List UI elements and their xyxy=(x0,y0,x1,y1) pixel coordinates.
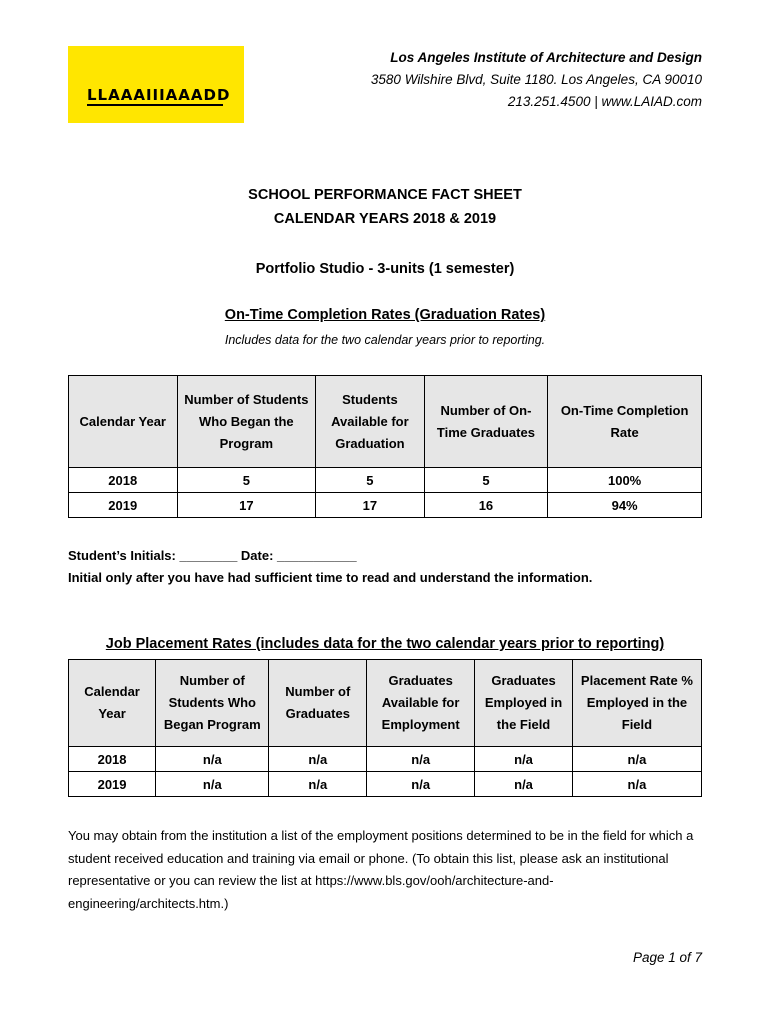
column-header: Students Available for Graduation xyxy=(316,376,425,468)
completion-subheading: Includes data for the two calendar years prior to reporting. xyxy=(224,333,546,347)
table-header-row xyxy=(69,376,702,468)
employment-list-note: You may obtain from the institution a list of the employment positions determined to be in the field for which a student received education and training via email or phone. (To obtain this list, please ask an institutional representative or you can review the list at https://www.bls.gov/ooh/architecture-and-engineering/architects.htm.) xyxy=(68,828,694,911)
initials-instruction: Initial only after you have had sufficient time to read and understand the information. xyxy=(68,570,593,585)
placement-heading: Job Placement Rates (includes data for the two calendar years prior to reporting) xyxy=(105,636,665,652)
doc-title: SCHOOL PERFORMANCE FACT SHEET xyxy=(248,187,522,203)
table-cell: 17 xyxy=(177,493,316,518)
table-cell: n/a xyxy=(269,772,367,797)
program-name: Portfolio Studio - 3-units (1 semester) xyxy=(255,261,515,277)
table-cell: 2018 xyxy=(69,747,156,772)
column-header: On-Time Completion Rate xyxy=(548,376,702,468)
completion-heading: On-Time Completion Rates (Graduation Rates) xyxy=(224,307,546,323)
table-row xyxy=(69,772,702,797)
table-cell: 2019 xyxy=(69,493,178,518)
table-row xyxy=(69,747,702,772)
table-cell: n/a xyxy=(269,747,367,772)
table-cell: n/a xyxy=(475,772,573,797)
table-cell: n/a xyxy=(367,747,475,772)
table-cell: n/a xyxy=(572,747,701,772)
table-cell: 94% xyxy=(548,493,702,518)
table-cell: 100% xyxy=(548,468,702,493)
table-cell: 5 xyxy=(316,468,425,493)
institution-name: Los Angeles Institute of Architecture and Design xyxy=(390,50,702,65)
table-row xyxy=(69,493,702,518)
institution-contact: 213.251.4500 | www.LAIAD.com xyxy=(507,94,702,109)
column-header: Number of Students Who Began Program xyxy=(156,660,269,747)
column-header: Calendar Year xyxy=(69,660,156,747)
table-cell: 5 xyxy=(177,468,316,493)
logo-underline xyxy=(87,104,223,106)
column-header: Graduates Employed in the Field xyxy=(475,660,573,747)
logo xyxy=(68,46,244,123)
column-header: Placement Rate % Employed in the Field xyxy=(572,660,701,747)
table-cell: n/a xyxy=(156,747,269,772)
column-header: Number of Students Who Began the Program xyxy=(177,376,316,468)
institution-header xyxy=(371,47,702,113)
table-cell: n/a xyxy=(475,747,573,772)
table-cell: 2018 xyxy=(69,468,178,493)
column-header: Number of On-Time Graduates xyxy=(424,376,548,468)
placement-table xyxy=(68,659,702,797)
logo-text: LLAAAIIIAAADD xyxy=(87,86,231,104)
table-cell: 17 xyxy=(316,493,425,518)
institution-address: 3580 Wilshire Blvd, Suite 1180. Los Angeles, CA 90010 xyxy=(370,72,702,87)
column-header: Graduates Available for Employment xyxy=(367,660,475,747)
table-row xyxy=(69,468,702,493)
column-header: Number of Graduates xyxy=(269,660,367,747)
completion-table xyxy=(68,375,702,518)
table-header-row xyxy=(69,660,702,747)
doc-subtitle: CALENDAR YEARS 2018 & 2019 xyxy=(273,211,497,227)
column-header: Calendar Year xyxy=(69,376,178,468)
table-cell: 16 xyxy=(424,493,548,518)
table-cell: 2019 xyxy=(69,772,156,797)
table-cell: n/a xyxy=(367,772,475,797)
table-cell: n/a xyxy=(572,772,701,797)
initials-line: Student’s Initials: ________ Date: ___________ xyxy=(68,548,357,563)
page-number: Page 1 of 7 xyxy=(632,950,702,965)
table-cell: 5 xyxy=(424,468,548,493)
table-cell: n/a xyxy=(156,772,269,797)
